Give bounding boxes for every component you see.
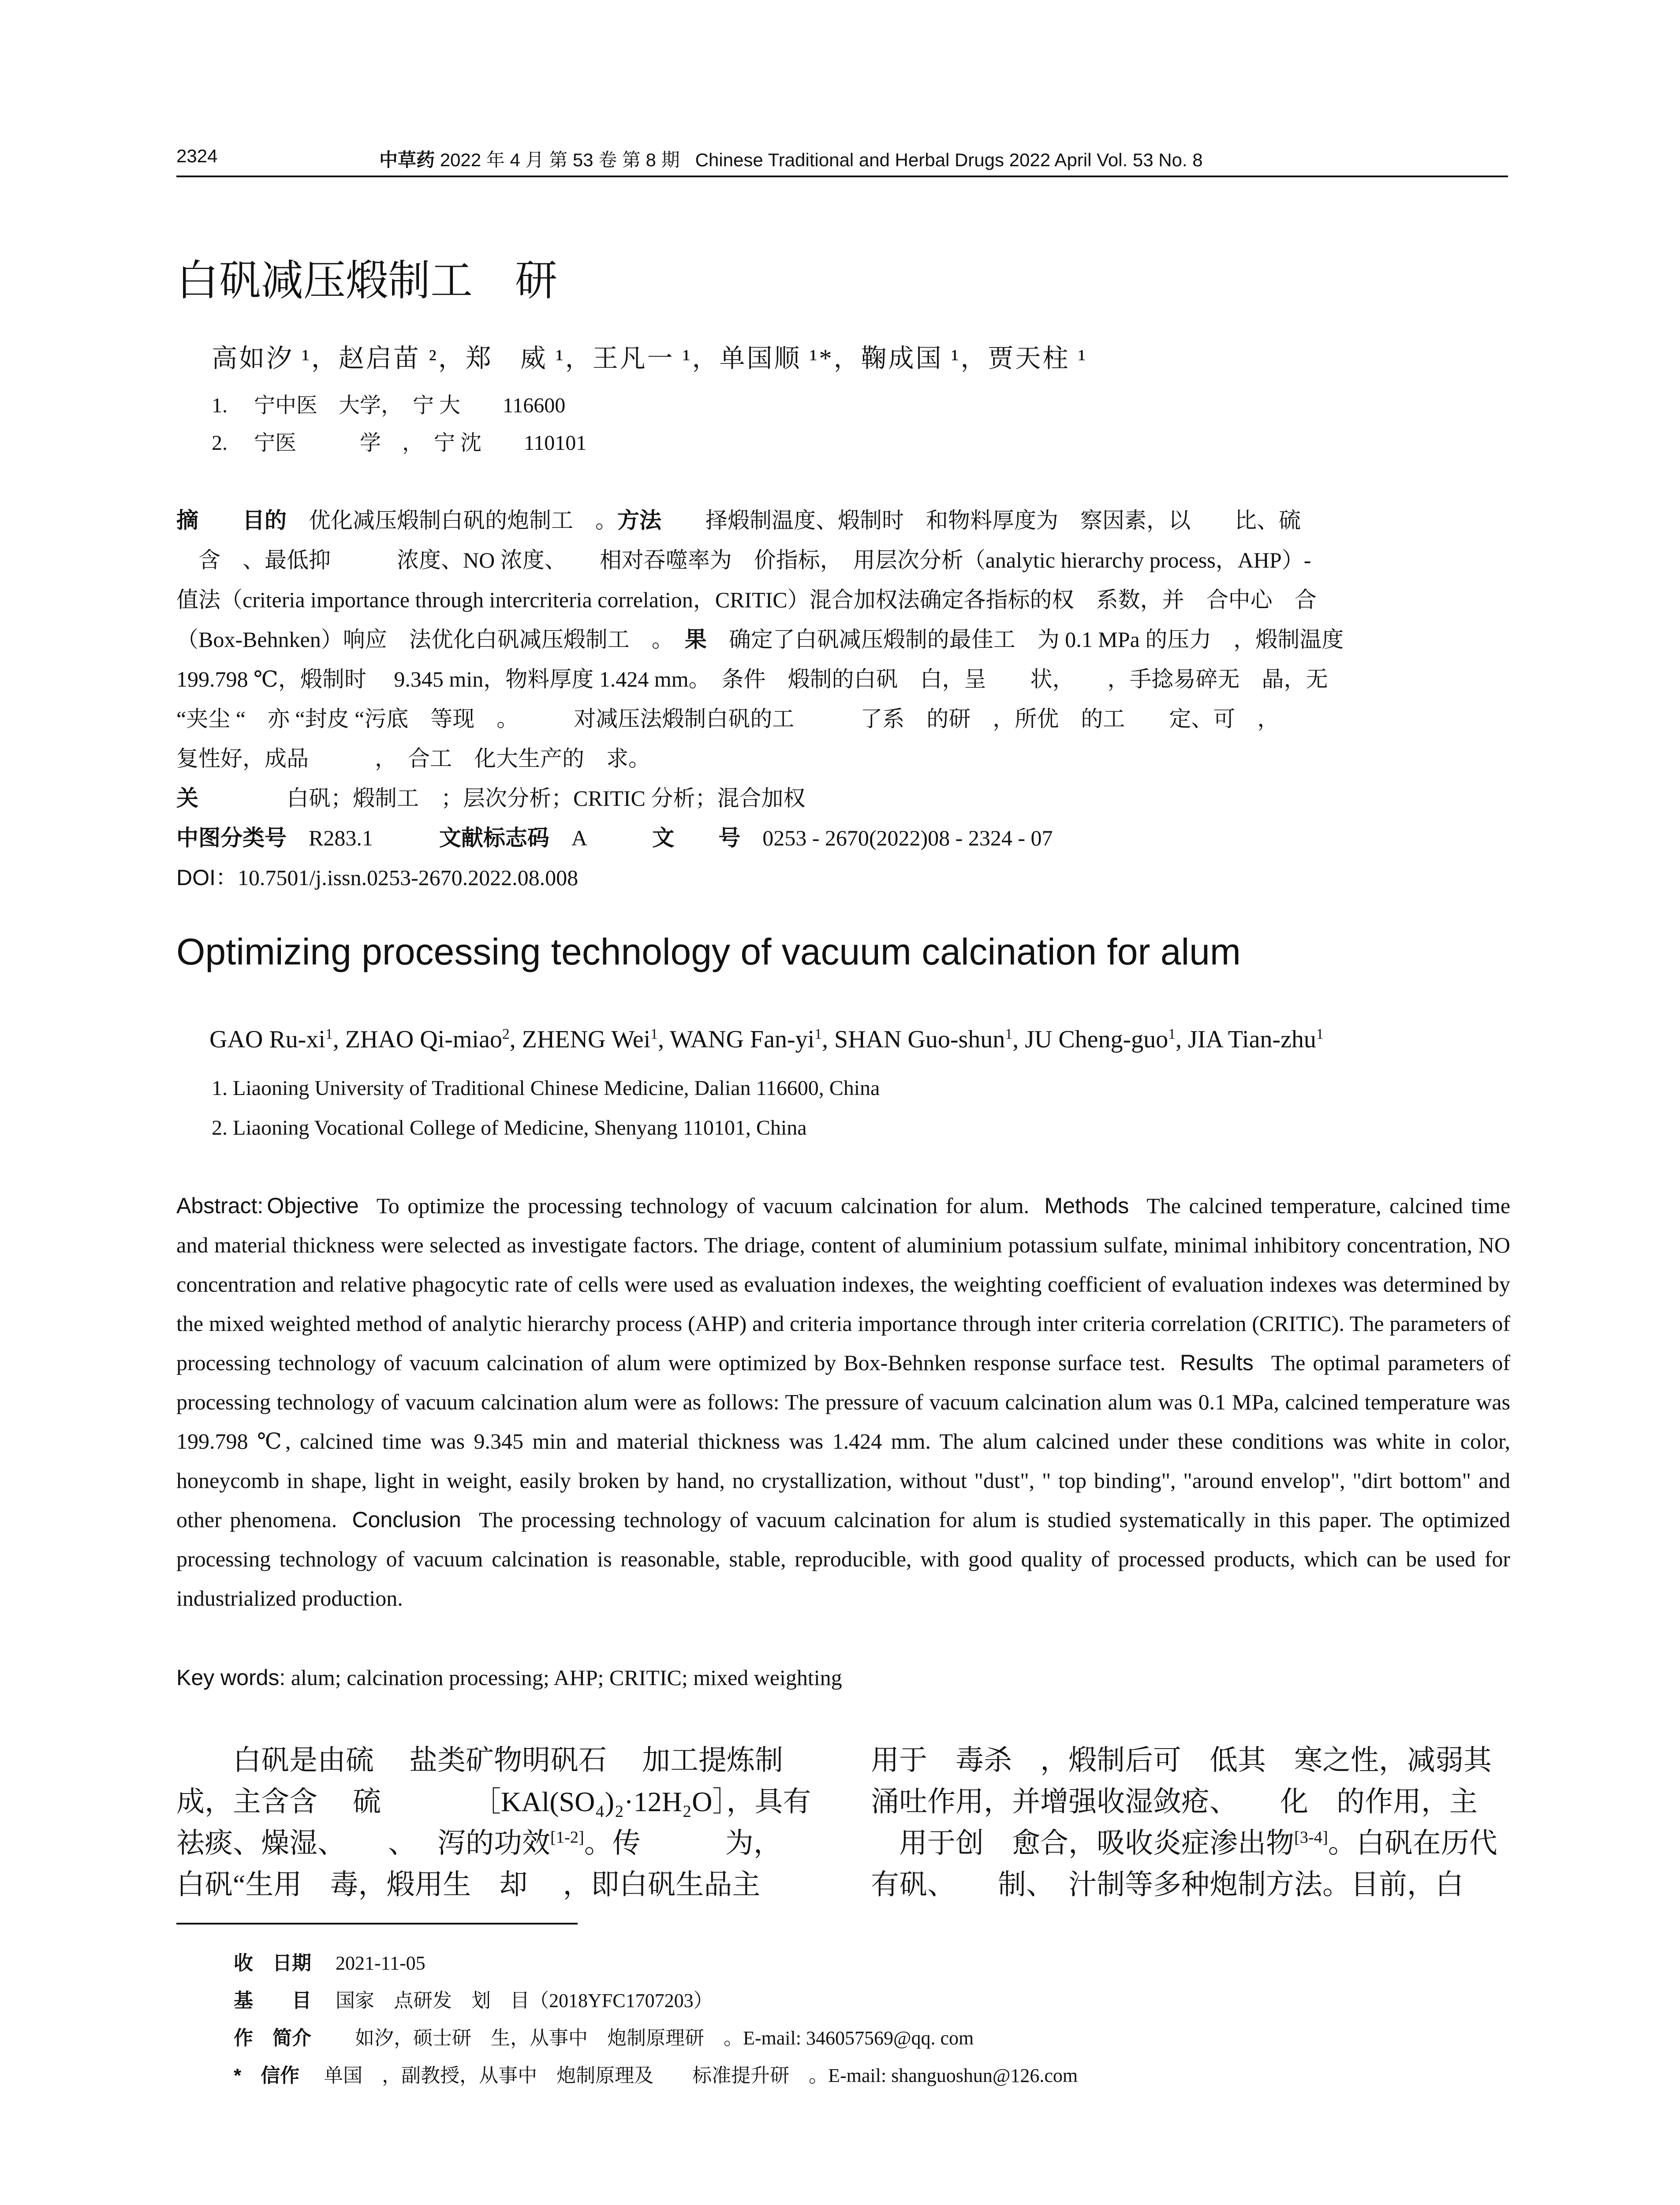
journal-name-cn: 中草药 [379,149,435,170]
affiliation-cn-2: 2. 宁医 学 ， 宁 沈 110101 [212,431,587,455]
body-line: 白矾是由硫 盐类矿物明矾石 加工提炼制 [176,1745,783,1776]
body-column-left [176,1740,838,1906]
title-cn: 白矾减压煅制工 研 [176,257,557,304]
affiliation-en-1: 1. Liaoning University of Traditional Chinese Medicine, Dalian 116600, China [212,1076,880,1100]
doc-code-label: 文献标志码 [439,826,549,850]
author-en: WANG Fan-yi [669,1026,815,1053]
header-rule [176,176,1508,177]
affiliation-cn-1: 1. 宁中医 大学， 宁 大 116600 [212,394,566,417]
keywords-en-label: Key words: [176,1665,286,1690]
methods-cn-label: 方法 [617,508,661,533]
author-en-sup: 1 [1316,1026,1324,1043]
author-en: GAO Ru-xi [209,1026,325,1053]
body-line: 用于 毒杀 ，煅制后可 低其 寒之性，减弱其 [871,1745,1492,1776]
body-text: 。白矾在历代 [1328,1828,1497,1859]
methods-en-text: The calcined temperature, calcined time and material thickness were selected as investigate factors. The driage, content of aluminium potassium sulfate, minimal inhibitory concentration, NO concentration and relative phagocytic rate of cells were used as evaluation indexes, the weighting coefficient of evaluation indexes was determined by the mixed weighted method of analytic hierarchy process (AHP) and criteria importance through inter criteria correlation (CRITIC). The parameters of processing technology of vacuum calcination of alum were optimized by Box-Behnken response surface test. [176,1193,1511,1375]
keywords-en-text: alum; calcination processing; AHP; CRITIC; mixed weighting [291,1665,842,1690]
doc-code-value: A [571,826,586,850]
footnote-label: 基 目 [234,1990,311,2011]
methods-cn-text-1: 择煅制温度、煅制时 和物料厚度为 察因素，以 比、硫 [661,508,1301,533]
results-cn-text: 确定了白矾减压煅制的最佳工 为 0.1 MPa 的压力 ，煅制温度 [706,627,1344,652]
affiliation-en-2: 2. Liaoning Vocational College of Medicine, Shenyang 110101, China [212,1116,807,1140]
journal-name-en: Chinese Traditional and Herbal Drugs 2022 April Vol. 53 No. 8 [695,149,1203,170]
author-en: JU Cheng-guo [1025,1026,1169,1053]
abstract-cn-line-7: 复性好，成品 ， 合工 化大生产的 求。 [176,746,650,771]
author-en-sup: 1 [650,1026,658,1043]
article-no-value: 0253 - 2670(2022)08 - 2324 - 07 [762,826,1053,850]
abstract-cn-line-2: 含 、最低抑 浓度、NO 浓度、 相对吞噬率为 价指标， 用层次分析（analytic hierarchy process，AHP）- [176,548,1311,572]
title-en: Optimizing processing technology of vacuum calcination for alum [176,931,1241,972]
footnote-text: 国家 点研发 划 目（2018YFC1707203） [336,1990,713,2011]
body-line [176,1823,838,1864]
abstract-cn-line-4 [176,626,1508,653]
footnote-funding [234,1984,713,2013]
abstract-cn-label: 摘 [176,508,243,533]
abstract-en-label: Abstract: [176,1193,264,1218]
footnote-label: 收 日期 [234,1952,311,1974]
clc-label: 中图分类号 [176,826,287,850]
citation[interactable]: [1-2] [550,1828,584,1847]
author-en: JIA Tian-zhu [1187,1026,1316,1053]
conclusion-en-label: Conclusion [352,1507,461,1532]
objective-en-label: Objective [267,1193,359,1218]
author-en-sup: 1 [1005,1026,1013,1043]
abstract-cn-line-5: 199.798 ℃，煅制时 9.345 min，物料厚度 1.424 mm。 条件 煅制的白矾 白，呈 状， ，手捻易碎无 晶，无 [176,667,1328,691]
classification-line [176,825,1508,851]
objective-cn-text: 优化减压煅制白矾的炮制工 。 [287,508,617,533]
methods-en-label: Methods [1044,1193,1129,1218]
body-text: 。传 为， [584,1828,782,1859]
doi-label: DOI： [176,865,238,890]
footnote-rule [176,1923,578,1925]
footnote-text: 如汐，硕士研 生，从事中 炮制原理研 。E-mail: 346057569@qq. com [336,2027,974,2049]
citation[interactable]: [3-4] [1294,1828,1328,1847]
body-column-right [871,1740,1510,1906]
footnote-label: 作 简介 [234,2027,311,2049]
body-line [871,1823,1510,1864]
page-number: 2324 [176,146,218,166]
footnote-corresponding [234,2059,1078,2088]
body-text: 用于创 愈合，吸收炎症渗出物 [871,1828,1294,1859]
doi-line [176,864,1508,891]
footnote-author-bio [234,2022,974,2050]
journal-info [379,146,1203,172]
abstract-cn-line-1 [176,507,1508,534]
body-line: 涌吐作用，并增强收湿敛疮、 化 的作用，主 [871,1786,1478,1817]
keywords-cn-label: 关 [176,786,243,811]
author-en: SHAN Guo-shun [834,1026,1005,1053]
authors-cn: 高如汐 ¹，赵启苗 ²，郑 威 ¹，王凡一 ¹，单国顺 ¹*，鞠成国 ¹，贾天柱 ¹ [212,344,1088,373]
abstract-cn-line-3: 值法（criteria importance through intercriteria correlation，CRITIC）混合加权法确定各指标的权 系数，并 合中心 合 [176,587,1317,612]
issue-cn: 2022 年 4 月 第 53 卷 第 8 期 [440,149,680,170]
results-en-label: Results [1180,1350,1254,1375]
keywords-en-line [176,1665,842,1690]
body-text: 祛痰、燥湿、 、 泻的功效 [176,1828,550,1859]
author-en-sup: 1 [814,1026,822,1043]
author-en: ZHAO Qi-miao [345,1026,502,1053]
footnote-label: * 信作 [234,2065,300,2086]
keywords-cn-line [176,785,1508,811]
objective-en-text: To optimize the processing technology of vacuum calcination for alum. [376,1193,1029,1218]
author-en-sup: 1 [325,1026,333,1043]
conclusion-en-text: The processing technology of vacuum calcination for alum is studied systematically in this paper. The optimized processing technology of vacuum calcination is reasonable, stable, reproducible, with good quality of processed products, which can be used for industrialized production. [176,1507,1511,1611]
abstract-en [176,1186,1510,1618]
abstract-cn-line-6: “夹尘 “ 亦 “封皮 “污底 等现 。 对减压法煅制白矾的工 了系 的研 ，所优 的工 定、可 ， [176,706,1280,731]
methods-cn-text-4: （Box-Behnken）响应 法优化白矾减压煅制工 。 [176,627,663,652]
author-en: ZHENG Wei [522,1026,651,1053]
author-en-sup: 1 [1168,1026,1176,1043]
clc-value: R283.1 [309,826,373,850]
footnote-text: 单国 ，副教授，从事中 炮制原理及 标准提升研 。E-mail: shanguoshun@126.com [324,2065,1078,2086]
objective-cn-label: 目的 [243,508,287,533]
doi-value: 10.7501/j.issn.0253-2670.2022.08.008 [237,865,579,890]
author-en-sup: 2 [502,1026,510,1043]
footnote-received [234,1947,426,1975]
body-line: 成，主含含 硫 ［KAl(SO₄)₂·12H₂O］，具有 [176,1786,811,1817]
results-en-text: The optimal parameters of processing technology of vacuum calcination alum were as follows: The pressure of vacuum calcination alum was 0.1 MPa, calcined temperature was 199.798 ℃, calcined time was 9.345 min and material thickness was 1.424 mm. The alum calcined under these conditions was white in color, honeycomb in shape, light in weight, easily broken by hand, no crystallization, without "dust", " top binding", "around envelop", "dirt bottom" and other phenomena. [176,1350,1511,1532]
results-cn-label: 果 [662,627,707,652]
authors-en: GAO $Ru-xi^1$, ZHAO Qi-miao$^2$, ZHENG Wei$^1$, WANG Fan-$yi^1$, SHAN Guo-shun$^1$, JU Cheng-guo$^1$, JIA Tian-zhu$^1$ [209,1026,1324,1053]
footnote-text: 2021-11-05 [336,1952,426,1974]
body-line: 有矾、 制、 汁制等多种炮制方法。目前，白 [871,1869,1463,1900]
article-no-label: 文 号 [652,826,741,850]
body-line: 白矾“生用 毒，煅用生 却 ，即白矾生品主 [176,1869,761,1900]
keywords-cn-text: 白矾；煅制工 ；层次分析；CRITIC 分析；混合加权 [287,786,806,811]
